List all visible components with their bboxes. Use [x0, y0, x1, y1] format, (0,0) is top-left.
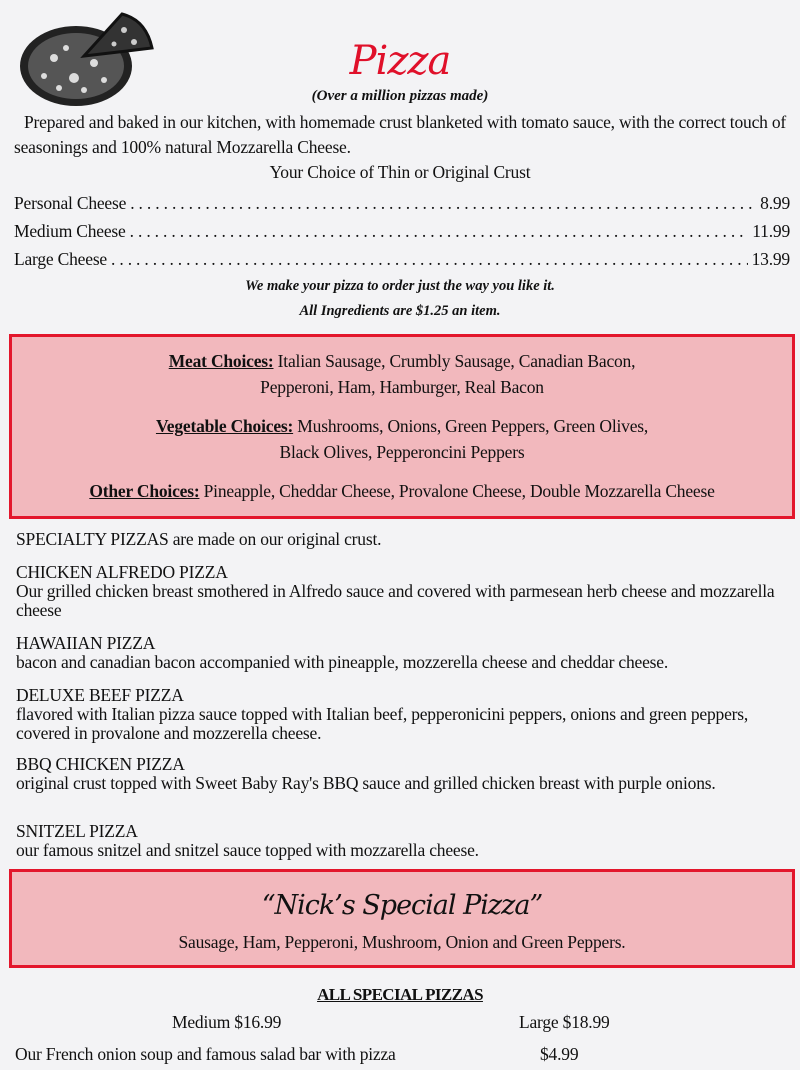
all-special-heading: ALL SPECIAL PIZZAS	[317, 985, 483, 1004]
specialty-item	[16, 755, 790, 793]
item-price: 8.99	[760, 193, 790, 213]
specialty-intro: SPECIALTY PIZZAS are made on our original crust.	[16, 529, 382, 549]
subtitle: (Over a million pizzas made)	[311, 88, 489, 104]
specialty-desc: flavored with Italian pizza sauce topped with Italian beef, pepperonicini peppers, onions and green peppers, covered in provalone and mozzerella cheese.	[16, 704, 749, 743]
specialty-item	[16, 634, 790, 672]
meat-label: Meat Choices:	[168, 351, 274, 371]
page-title: Pizza	[349, 38, 451, 84]
item-name: Medium Cheese	[14, 221, 126, 241]
specialty-desc: our famous snitzel and snitzel sauce topped with mozzarella cheese.	[16, 840, 479, 860]
nick-special-title: “Nick’s Special Pizza”	[261, 890, 543, 921]
specialty-name: BBQ CHICKEN PIZZA	[16, 754, 185, 774]
meat-list-cont: Pepperoni, Ham, Hamburger, Real Bacon	[260, 377, 544, 397]
specialty-item	[16, 822, 790, 860]
specialty-name: HAWAIIAN PIZZA	[16, 633, 156, 653]
specialty-item	[16, 563, 790, 620]
soup-salad-price: $4.99	[540, 1044, 579, 1064]
large-price: Large $18.99	[519, 1012, 610, 1032]
price-row	[14, 221, 790, 242]
price-row	[14, 193, 790, 214]
meat-list: Italian Sausage, Crumbly Sausage, Canadian Bacon,	[273, 351, 636, 371]
specialty-desc: original crust topped with Sweet Baby Ray's BBQ sauce and grilled chicken breast with purple onions.	[16, 773, 716, 793]
soup-salad-offer: Our French onion soup and famous salad bar with pizza	[15, 1044, 396, 1064]
item-price: 13.99	[751, 249, 790, 269]
ingredient-price-note: All Ingredients are $1.25 an item.	[299, 303, 501, 319]
specialty-desc: bacon and canadian bacon accompanied with pineapple, mozzerella cheese and cheddar cheese.	[16, 652, 668, 672]
price-row	[14, 249, 790, 270]
nick-special-desc: Sausage, Ham, Pepperoni, Mushroom, Onion and Green Peppers.	[178, 932, 626, 952]
crust-note: Your Choice of Thin or Original Crust	[269, 162, 531, 182]
vegetable-list: Mushrooms, Onions, Green Peppers, Green Olives,	[293, 416, 649, 436]
medium-price: Medium $16.99	[172, 1012, 282, 1032]
vegetable-label: Vegetable Choices:	[155, 416, 294, 436]
vegetable-list-cont: Black Olives, Pepperoncini Peppers	[279, 442, 525, 462]
other-label: Other Choices:	[89, 481, 200, 501]
item-name: Large Cheese	[14, 249, 107, 269]
dot-leader	[130, 221, 749, 242]
specialty-name: SNITZEL PIZZA	[16, 821, 138, 841]
dot-leader	[130, 193, 756, 214]
item-name: Personal Cheese	[14, 193, 127, 213]
order-note: We make your pizza to order just the way you like it.	[245, 278, 555, 294]
intro-text: Prepared and baked in our kitchen, with homemade crust blanketed with tomato sauce, with the correct touch of seasonings and 100% natural Mozzarella Cheese.	[14, 112, 787, 157]
specialty-name: CHICKEN ALFREDO PIZZA	[16, 562, 228, 582]
item-price: 11.99	[752, 221, 790, 241]
specialty-desc: Our grilled chicken breast smothered in Alfredo sauce and covered with parmesean herb cheese and mozzarella cheese	[16, 581, 775, 620]
specialty-name: DELUXE BEEF PIZZA	[16, 685, 184, 705]
nick-special-box	[9, 869, 795, 968]
specialty-item	[16, 686, 790, 743]
dot-leader	[111, 249, 748, 270]
other-list: Pineapple, Cheddar Cheese, Provalone Cheese, Double Mozzarella Cheese	[199, 481, 715, 501]
toppings-box	[9, 334, 795, 519]
